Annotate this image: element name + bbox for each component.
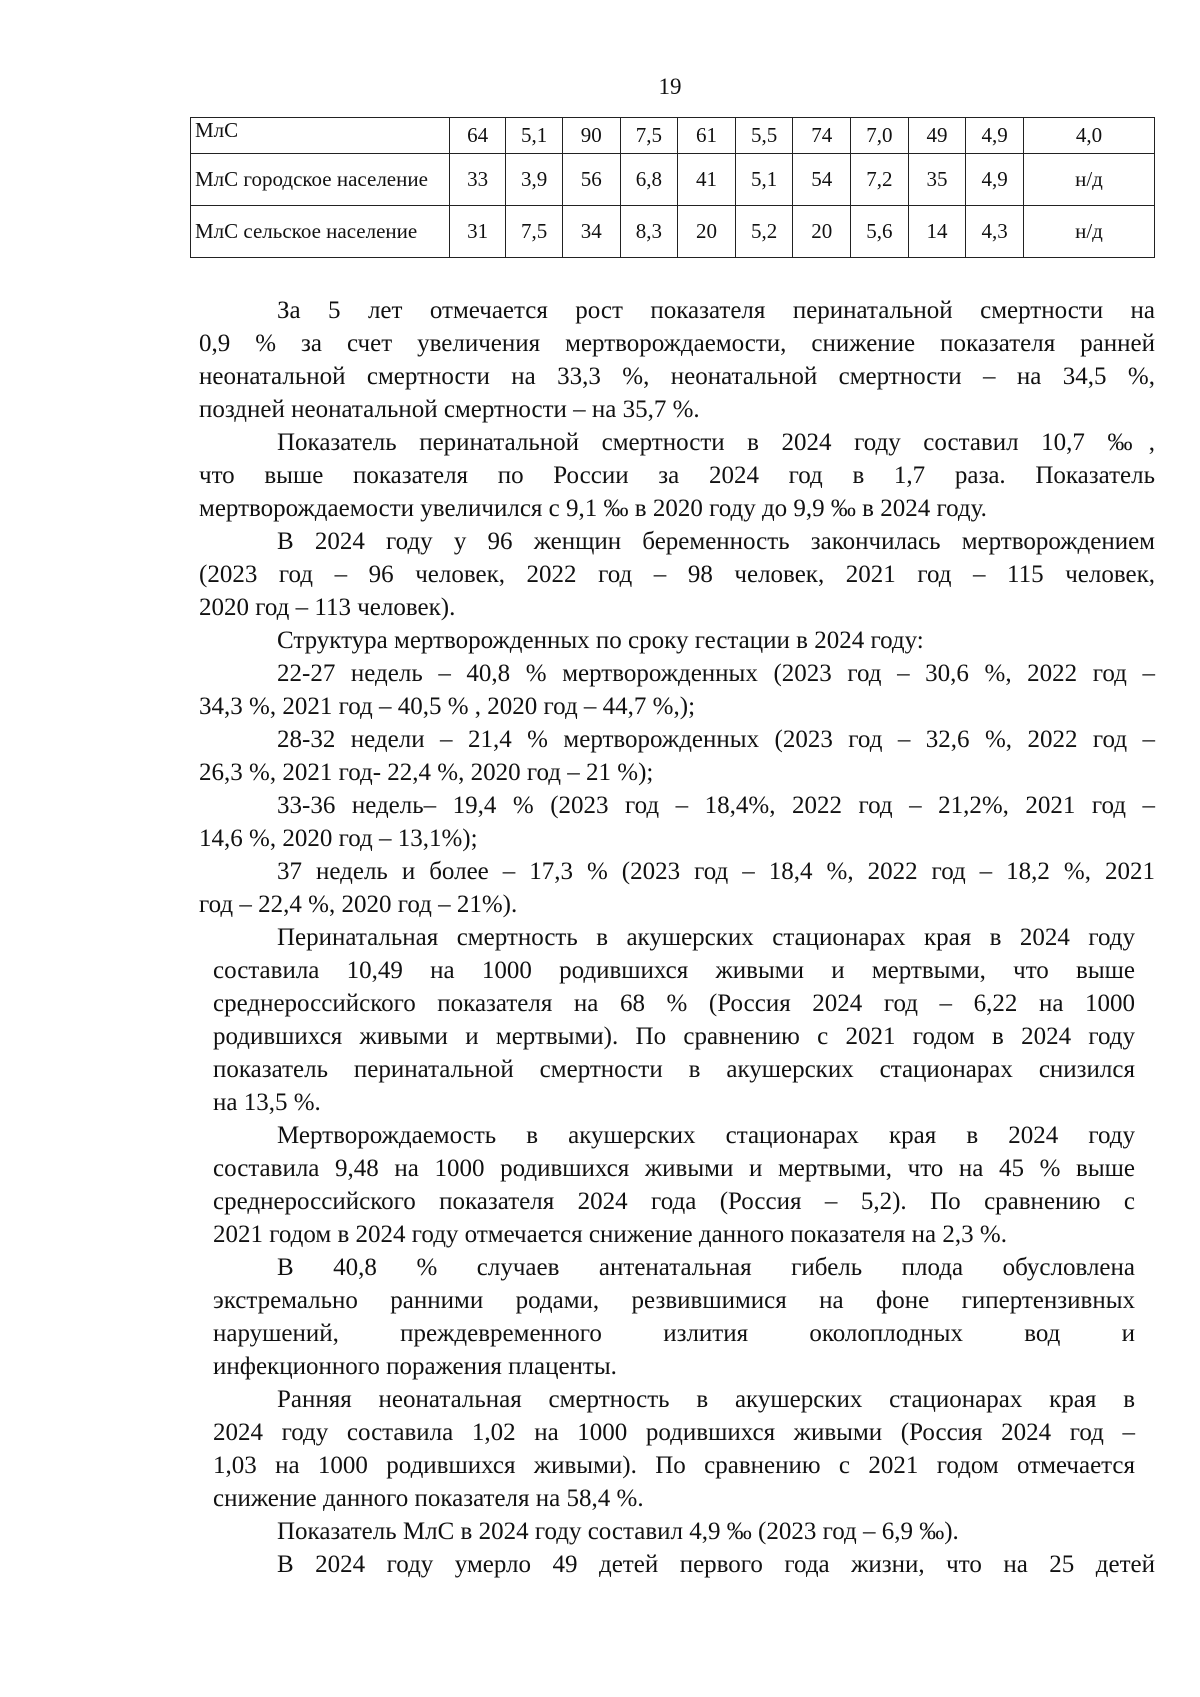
text-line: инфекционного поражения плаценты.: [213, 1353, 617, 1380]
mortality-table: [190, 117, 1155, 258]
text-line: экстремально ранними родами, резвившимися на фоне гипертензивных: [213, 1287, 1135, 1314]
table-cell: 7,0: [851, 118, 909, 154]
row-label: МлС городское население: [191, 154, 450, 206]
text-line: неонатальной смертности на 33,3 %, неонатальной смертности – на 34,5 %,: [199, 363, 1155, 390]
table-cell: 90: [562, 118, 620, 154]
page-number: 19: [658, 74, 682, 99]
table-cell: 56: [562, 154, 620, 206]
text-line: что выше показателя по России за 2024 год в 1,7 раза. Показатель: [199, 462, 1155, 489]
text-line: Структура мертворожденных по сроку гестации в 2024 году:: [277, 627, 924, 654]
text-line: 2024 году составила 1,02 на 1000 родившихся живыми (Россия 2024 год –: [213, 1419, 1135, 1446]
text-line: мертворождаемости увеличился с 9,1 ‰ в 2020 году до 9,9 ‰ в 2024 году.: [199, 495, 987, 522]
table-cell: 54: [793, 154, 851, 206]
table-cell: 8,3: [620, 206, 678, 258]
text-line: В 40,8 % случаев антенатальная гибель плода обусловлена: [277, 1254, 1135, 1281]
table-row: [191, 206, 1155, 258]
text-line: 14,6 %, 2020 год – 13,1%);: [199, 825, 478, 852]
text-line: среднероссийского показателя на 68 % (Россия 2024 год – 6,22 на 1000: [213, 990, 1135, 1017]
text-line: родившихся живыми и мертвыми). По сравнению с 2021 годом в 2024 году: [213, 1023, 1135, 1050]
text-line: нарушений, преждевременного излития околоплодных вод и: [213, 1320, 1135, 1347]
text-line: 2020 год – 113 человек).: [199, 594, 456, 621]
text-line: 28-32 недели – 21,4 % мертворожденных (2023 год – 32,6 %, 2022 год –: [277, 726, 1155, 753]
table-cell: 61: [678, 118, 736, 154]
table-cell: 5,1: [506, 118, 563, 154]
table-cell: 3,9: [506, 154, 563, 206]
text-line: составила 10,49 на 1000 родившихся живыми и мертвыми, что выше: [213, 957, 1135, 984]
table-cell: 7,5: [620, 118, 678, 154]
text-line: Показатель перинатальной смертности в 2024 году составил 10,7 ‰,: [277, 429, 1155, 456]
table-cell: н/д: [1023, 206, 1154, 258]
text-line: среднероссийского показателя 2024 года (Россия – 5,2). По сравнению с: [213, 1188, 1135, 1215]
table-row: [191, 154, 1155, 206]
text-line: составила 9,48 на 1000 родившихся живыми и мертвыми, что на 45 % выше: [213, 1155, 1135, 1182]
text-line: снижение данного показателя на 58,4 %.: [213, 1485, 644, 1512]
text-line: поздней неонатальной смертности – на 35,7 %.: [199, 396, 700, 423]
text-line: В 2024 году умерло 49 детей первого года жизни, что на 25 детей: [277, 1551, 1155, 1578]
text-line: 33-36 недель– 19,4 % (2023 год – 18,4%, 2022 год – 21,2%, 2021 год –: [277, 792, 1155, 819]
table-cell: 31: [449, 206, 506, 258]
table-cell: 35: [908, 154, 966, 206]
table-cell: 5,5: [735, 118, 793, 154]
row-label: МлС сельское население: [191, 206, 450, 258]
table-cell: 7,5: [506, 206, 563, 258]
table-cell: 64: [449, 118, 506, 154]
text-line: Перинатальная смертность в акушерских стационарах края в 2024 году: [277, 924, 1135, 951]
table-cell: 33: [449, 154, 506, 206]
text-line: (2023 год – 96 человек, 2022 год – 98 человек, 2021 год – 115 человек,: [199, 561, 1155, 588]
row-label: МлС: [191, 118, 450, 154]
table-cell: н/д: [1023, 154, 1154, 206]
table-cell: 49: [908, 118, 966, 154]
table-cell: 7,2: [851, 154, 909, 206]
text-line: показатель перинатальной смертности в акушерских стационарах снизился: [213, 1056, 1135, 1083]
table-cell: 4,9: [966, 154, 1024, 206]
table-cell: 5,1: [735, 154, 793, 206]
table-row: [191, 118, 1155, 154]
table-cell: 4,3: [966, 206, 1024, 258]
text-line: Мертворождаемость в акушерских стационарах края в 2024 году: [277, 1122, 1135, 1149]
text-line: 2021 годом в 2024 году отмечается снижение данного показателя на 2,3 %.: [213, 1221, 1007, 1248]
text-line: Ранняя неонатальная смертность в акушерских стационарах края в: [277, 1386, 1135, 1413]
table-cell: 74: [793, 118, 851, 154]
text-line: 0,9 % за счет увеличения мертворождаемости, снижение показателя ранней: [199, 330, 1155, 357]
table-cell: 5,6: [851, 206, 909, 258]
table-cell: 4,0: [1023, 118, 1154, 154]
table-cell: 6,8: [620, 154, 678, 206]
text-line: Показатель МлС в 2024 году составил 4,9 ‰ (2023 год – 6,9 ‰).: [277, 1518, 959, 1545]
text-line: на 13,5 %.: [213, 1089, 321, 1116]
table-cell: 34: [562, 206, 620, 258]
table-cell: 20: [678, 206, 736, 258]
table-cell: 4,9: [966, 118, 1024, 154]
text-line: За 5 лет отмечается рост показателя перинатальной смертности на: [277, 297, 1155, 324]
table-cell: 41: [678, 154, 736, 206]
text-line: 22-27 недель – 40,8 % мертворожденных (2023 год – 30,6 %, 2022 год –: [277, 660, 1155, 687]
table-cell: 14: [908, 206, 966, 258]
table-cell: 20: [793, 206, 851, 258]
text-line: 34,3 %, 2021 год – 40,5 % , 2020 год – 44,7 %,);: [199, 693, 696, 720]
text-line: год – 22,4 %, 2020 год – 21%).: [199, 891, 518, 918]
table-cell: 5,2: [735, 206, 793, 258]
text-line: 1,03 на 1000 родившихся живыми). По сравнению с 2021 годом отмечается: [213, 1452, 1135, 1479]
text-line: 37 недель и более – 17,3 % (2023 год – 18,4 %, 2022 год – 18,2 %, 2021: [277, 858, 1155, 885]
text-line: 26,3 %, 2021 год- 22,4 %, 2020 год – 21 %);: [199, 759, 654, 786]
text-line: В 2024 году у 96 женщин беременность закончилась мертворождением: [277, 528, 1155, 555]
